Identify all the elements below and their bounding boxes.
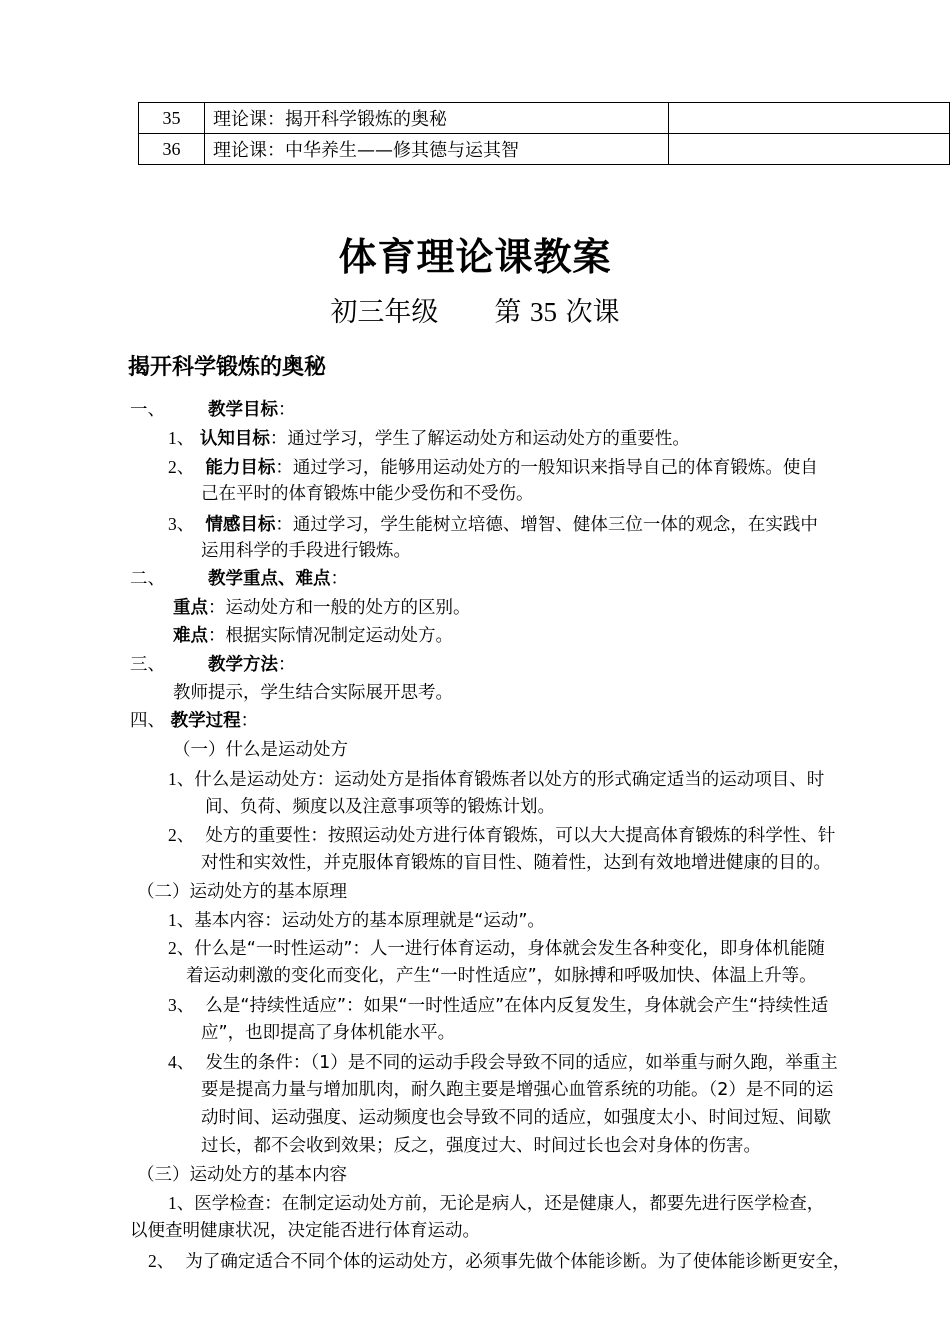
section-colon: ： [278,655,296,675]
section-title: 教学方法 [208,655,278,675]
table-row [139,103,950,134]
item-number: 3、 [168,514,195,534]
item-label: 认知目标 [199,429,270,449]
item-text: 什么是“一时性运动”：人一进行体育运动，身体就会发生各种变化，即身体机能随 [194,939,825,959]
item-text: 为了确定适合不同个体的运动处方，必须事先做个体能诊断。为了使体能诊断更安全， [185,1252,851,1272]
subsection-heading: （二）运动处方的基本原理 [137,882,347,902]
section-heading [130,567,348,591]
item-text: ：通过学习，学生了解运动处方和运动处方的重要性。 [269,429,690,449]
list-item [168,936,825,961]
section-number: 四、 [130,711,165,731]
key-text: ：运动处方和一般的处方的区别。 [208,598,471,618]
section-heading [130,709,258,733]
item-continuation: 运用科学的手段进行锻炼。 [201,541,411,561]
item-continuation: 对性和实效性，并克服体育锻炼的盲目性、随着性，达到有效地增进健康的目的。 [201,853,831,873]
item-number: 2、 [168,825,195,845]
section-title: 教学目标 [208,400,278,420]
section-heading [130,398,296,422]
item-label: 能力目标 [205,458,276,478]
section-title: 教学重点、难点 [208,569,331,589]
item-text: 医学检查：在制定运动处方前，无论是病人，还是健康人，都要先进行医学检查， [194,1194,825,1214]
lesson-title-cell: 理论课：中华养生——修其德与运其智 [205,134,669,165]
item-text: 发生的条件：（1）是不同的运动手段会导致不同的适应，如举重与耐久跑，举重主 [205,1053,838,1073]
key-point [173,596,471,620]
lesson-prefix: 第 [494,297,522,328]
schedule-table [138,102,950,165]
difficult-label: 难点 [173,626,208,646]
item-number: 1、 [168,910,195,930]
section-colon: ： [330,569,348,589]
list-item [168,767,824,792]
item-text: 什么是运动处方：运动处方是指体育锻炼者以处方的形式确定适当的运动项目、时 [194,770,825,790]
item-text: 处方的重要性：按照运动处方进行体育锻炼，可以大大提高体育锻炼的科学性、针 [205,826,836,846]
lesson-number-cell: 36 [139,134,205,165]
section-colon: ： [240,711,259,731]
list-item [168,993,828,1018]
list-item [168,823,835,848]
item-continuation: 着运动刺激的变化而变化，产生“一时性适应”，如脉搏和呼吸加快、体温上升等。 [186,966,817,986]
lesson-number: 35 [530,297,557,327]
item-number: 2、 [148,1251,175,1271]
section-number: 二、 [130,569,165,589]
lesson-number-cell: 35 [139,103,205,134]
document-title: 体育理论课教案 [338,235,612,279]
subsection-heading: （三）运动处方的基本内容 [137,1165,347,1185]
item-number: 2、 [168,938,195,958]
item-text: ：通过学习，学生能树立培德、增智、健体三位一体的观念，在实践中 [275,515,818,535]
item-number: 1、 [168,428,195,448]
item-number: 2、 [168,457,195,477]
item-continuation: 要是提高力量与增加肌肉，耐久跑主要是增强心血管系统的功能。（2）是不同的运 [201,1080,834,1100]
item-label: 情感目标 [205,515,276,535]
item-continuation: 过长，都不会收到效果；反之，强度过大、时间过长也会对身体的伤害。 [201,1136,761,1156]
list-item [168,512,818,537]
item-continuation: 动时间、运动强度、运动频度也会导致不同的适应，如强度太小、时间过短、间歇 [201,1108,831,1128]
item-text: 么是“持续性适应”：如果“一时性适应”在体内反复发生，身体就会产生“持续性适 [205,996,829,1016]
item-number: 4、 [168,1052,195,1072]
list-item [148,1249,850,1274]
item-continuation: 间、负荷、频度以及注意事项等的锻炼计划。 [205,797,555,817]
list-item [168,1050,838,1075]
item-number: 1、 [168,1193,195,1213]
section-title: 教学过程 [170,711,241,731]
list-item [168,1191,824,1216]
item-continuation: 应”，也即提高了身体机能水平。 [201,1023,456,1043]
difficult-point [173,624,453,648]
item-text: 基本内容：运动处方的基本原理就是“运动”。 [194,911,545,931]
grade-label: 初三年级 [330,297,439,328]
lesson-note-cell [669,103,950,134]
item-continuation: 己在平时的体育锻炼中能少受伤和不受伤。 [201,484,534,504]
item-text: ：通过学习，能够用运动处方的一般知识来指导自己的体育锻炼。使自 [275,458,818,478]
section-number: 一、 [130,400,165,420]
item-number: 3、 [168,995,195,1015]
section-number: 三、 [130,655,165,675]
item-continuation: 以便查明健康状况，决定能否进行体育运动。 [130,1221,480,1241]
method-text: 教师提示，学生结合实际展开思考。 [173,683,453,703]
difficult-text: ：根据实际情况制定运动处方。 [208,626,453,646]
lesson-note-cell [669,134,950,165]
lesson-title-cell: 理论课：揭开科学锻炼的奥秘 [205,103,669,134]
list-item [168,426,690,451]
document-subtitle [0,290,950,329]
key-label: 重点 [173,598,208,618]
list-item [168,908,545,933]
lesson-suffix: 次课 [565,297,620,328]
table-row [139,134,950,165]
item-number: 1、 [168,769,195,789]
subsection-heading: （一）什么是运动处方 [173,740,348,760]
section-heading [130,653,296,677]
lesson-topic: 揭开科学锻炼的奥秘 [128,355,327,380]
list-item [168,455,818,480]
section-colon: ： [278,400,296,420]
